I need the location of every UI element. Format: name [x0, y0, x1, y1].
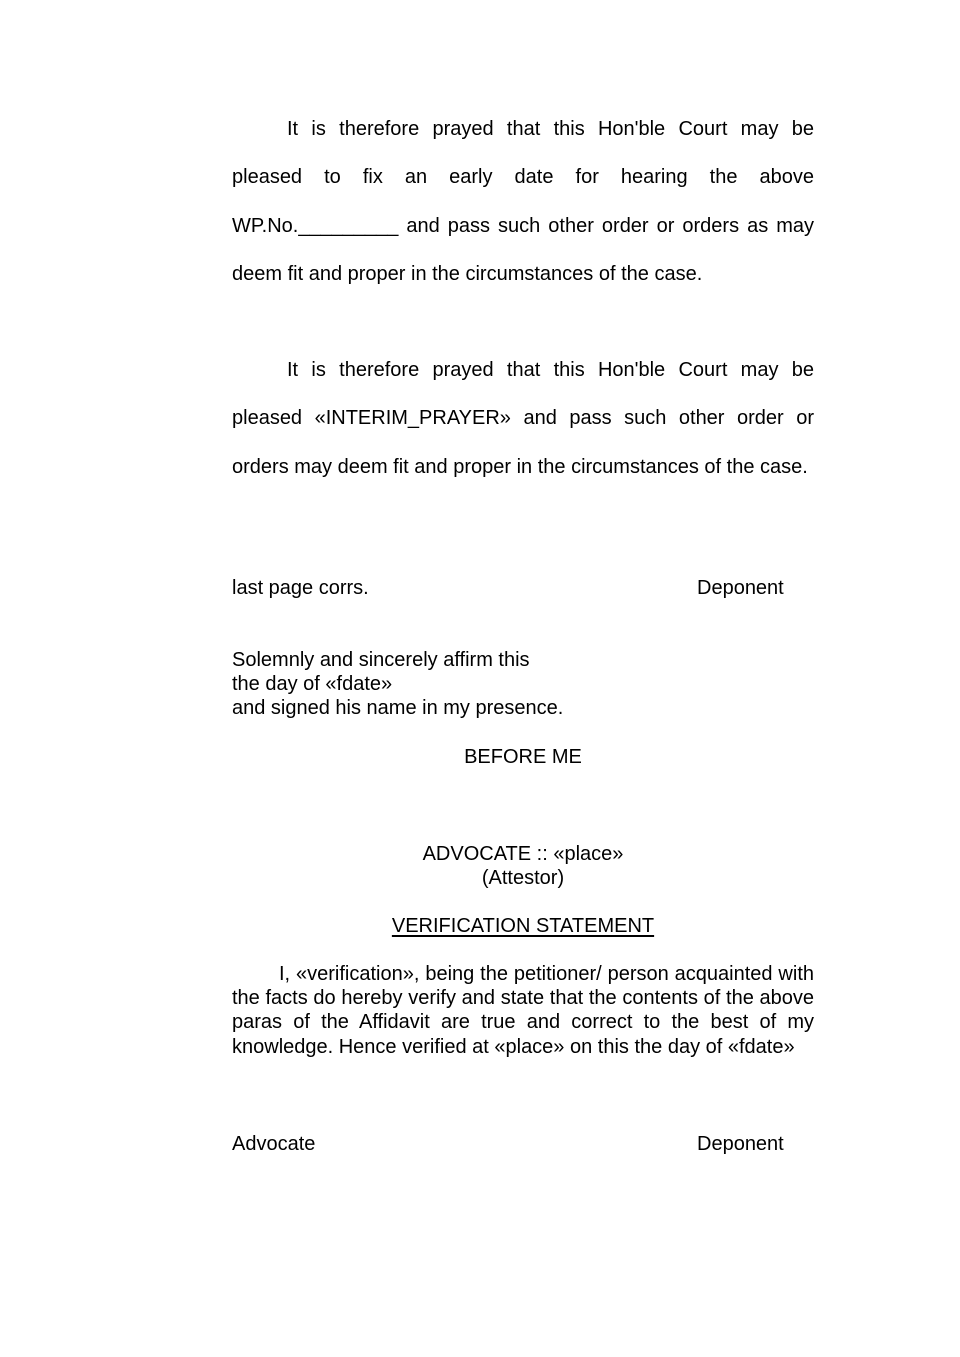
deponent-signature-label: Deponent [697, 1133, 784, 1155]
advocate-signature-label: Advocate [232, 1133, 316, 1155]
verification-title: VERIFICATION STATEMENT [391, 915, 655, 937]
attestor-line: (Attestor) [481, 867, 565, 890]
advocate-place-line: ADVOCATE :: «place» [422, 843, 624, 865]
affirmation-block [232, 648, 563, 721]
interim-prayer-paragraph: It is therefore prayed that this Hon'ble Court may be pleased «INTERIM_PRAYER» and pass such other order or orders may deem fit and proper in the circumstances of the case. [232, 359, 814, 478]
deponent-label: Deponent [697, 577, 784, 599]
affirmation-line-3: and signed his name in my presence. [232, 697, 564, 720]
affirmation-line-1: Solemnly and sincerely affirm this [232, 649, 530, 671]
before-me-heading: BEFORE ME [464, 746, 582, 768]
affirmation-line-2: the day of «fdate» [232, 673, 393, 696]
verification-paragraph: I, «verification», being the petitioner/ person acquainted with the facts do hereby verify and state that the contents of the above paras of the Affidavit are true and correct to the best of my knowledge. Hence verified at «place» on this the day of «fdate» [232, 963, 814, 1058]
last-page-corrs-label: last page corrs. [232, 577, 369, 599]
attestor-block [232, 842, 814, 890]
main-prayer-paragraph: It is therefore prayed that this Hon'ble Court may be pleased to fix an early date for hearing the above WP.No._________ and pass such other order or orders as may deem fit and proper in the circumstances of the case. [232, 118, 814, 285]
